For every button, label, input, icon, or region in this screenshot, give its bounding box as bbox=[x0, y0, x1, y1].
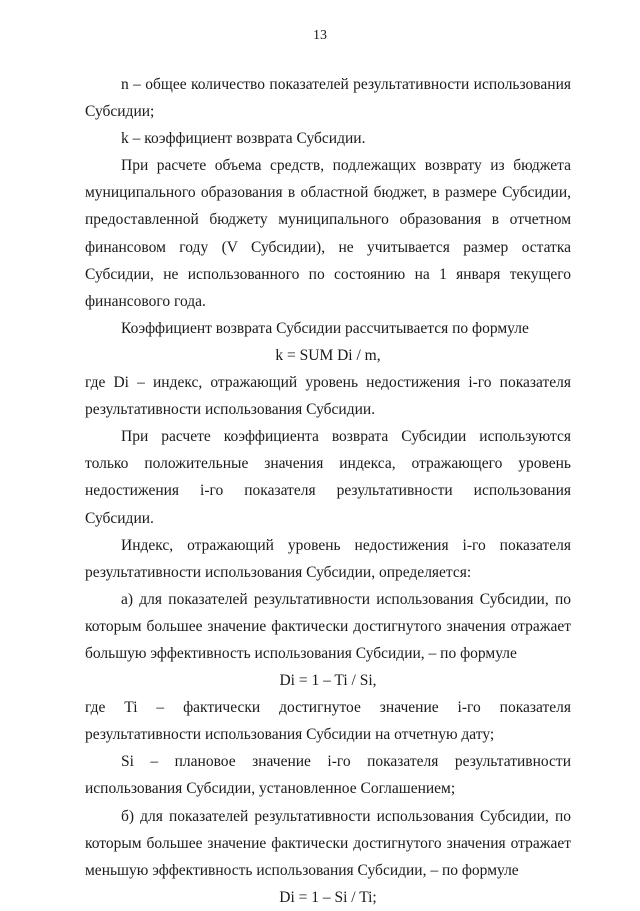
paragraph-index-determined: Индекс, отражающий уровень недостижения i-го показателя результативности использования Субсидии, определяется: bbox=[85, 536, 571, 581]
formula-di-b: Di = 1 – Si / Ti; bbox=[279, 888, 377, 906]
paragraph-di-definition: где Di – индекс, отражающий уровень недостижения i-го показателя результативности использования Субсидии. bbox=[85, 374, 571, 419]
paragraph-si-definition: Si – плановое значение i-го показателя результативности использования Субсидии, установленное Соглашением; bbox=[85, 753, 571, 798]
formula-k: k = SUM Di / m, bbox=[275, 346, 381, 364]
formula-di-a: Di = 1 – Ti / Si, bbox=[279, 672, 377, 690]
paragraph-case-a: а) для показателей результативности использования Субсидии, по которым большее значение фактически достигнутого значения отражает большую эффективность использования Субсидии, – по формуле bbox=[85, 590, 571, 662]
paragraph-k-definition: k – коэффициент возврата Субсидии. bbox=[121, 130, 366, 148]
paragraph-return-volume: При расчете объема средств, подлежащих возврату из бюджета муниципального образования в областной бюджет, в размере Субсидии, предоставленной бюджету муниципального образования в отчетном финансовом году (V Субсидии), не учитывается размер остатка Субсидии, не использованного по состоянию на 1 января текущего финансового года. bbox=[85, 157, 571, 310]
paragraph-coefficient-intro: Коэффициент возврата Субсидии рассчитывается по формуле bbox=[121, 319, 529, 337]
paragraph-case-b: б) для показателей результативности использования Субсидии, по которым большее значение фактически достигнутого значения отражает меньшую эффективность использования Субсидии, – по формуле bbox=[85, 807, 571, 879]
paragraph-positive-values: При расчете коэффициента возврата Субсидии используются только положительные значения индекса, отражающего уровень недостижения i-го показателя результативности использования Субсидии. bbox=[85, 428, 571, 527]
page-number: 13 bbox=[313, 28, 327, 43]
paragraph-ti-definition: где Ti – фактически достигнутое значение i-го показателя результативности использования Субсидии на отчетную дату; bbox=[85, 699, 571, 744]
paragraph-n-definition: n – общее количество показателей результативности использования Субсидии; bbox=[85, 76, 571, 121]
document-body bbox=[85, 71, 571, 911]
